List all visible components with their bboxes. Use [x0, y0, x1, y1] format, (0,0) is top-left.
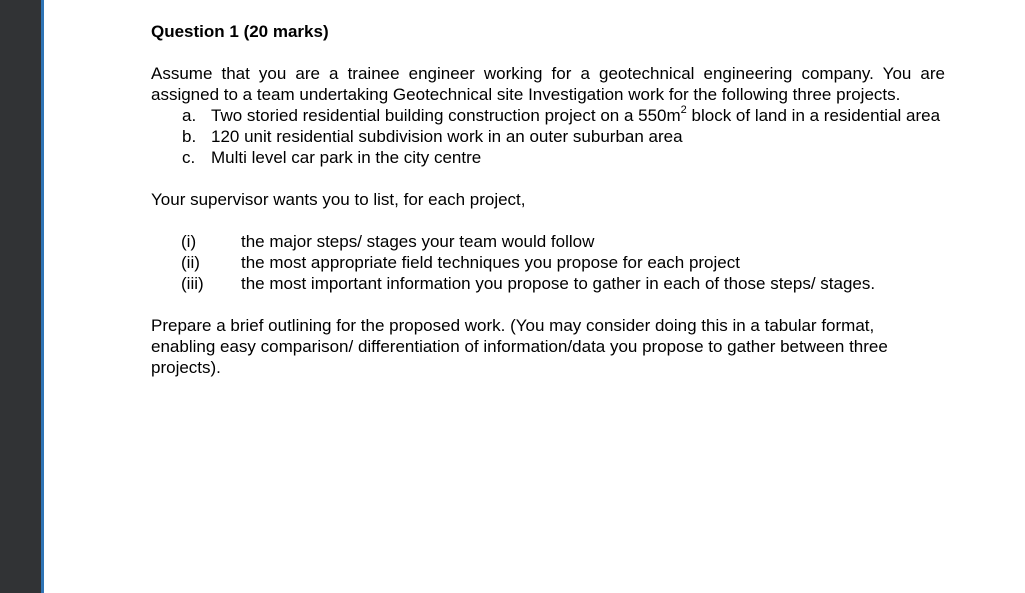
- task-text: the major steps/ stages your team would follow: [241, 232, 595, 251]
- list-marker: b.: [182, 127, 197, 146]
- list-marker: a.: [182, 106, 197, 125]
- list-item: [151, 273, 945, 294]
- superscript: 2: [680, 104, 687, 117]
- list-marker: c.: [182, 148, 196, 167]
- list-marker: (iii): [181, 274, 204, 293]
- project-text: Multi level car park in the city centre: [211, 148, 482, 167]
- project-text: 120 unit residential subdivision work in an outer suburban area: [211, 127, 683, 146]
- intro-paragraph: Assume that you are a trainee engineer working for a geotechnical engineering company. You are assigned to a team undertaking Geotechnical site Investigation work for the following three projects.: [151, 64, 945, 104]
- project-text: Two storied residential building construction project on a $550m^2$ block of land in a residential area: [211, 104, 941, 125]
- list-marker: (ii): [181, 253, 200, 272]
- left-sidebar: [0, 0, 41, 593]
- list-item: [151, 126, 945, 147]
- task-list: [151, 231, 945, 294]
- list-item: [151, 252, 945, 273]
- list-marker: (i): [181, 232, 197, 251]
- question-title: Question 1 (20 marks): [151, 22, 329, 41]
- list-item: [151, 147, 945, 168]
- question-document: [151, 21, 945, 378]
- task-text: the most important information you propose to gather in each of those steps/ stages.: [241, 274, 876, 293]
- project-list: [151, 105, 945, 168]
- request-paragraph: Your supervisor wants you to list, for each project,: [151, 190, 526, 209]
- task-text: the most appropriate field techniques you propose for each project: [241, 253, 740, 272]
- closing-paragraph: Prepare a brief outlining for the proposed work. (You may consider doing this in a tabular format, enabling easy comparison/ differentiation of information/data you propose to gather between three projects).: [151, 316, 888, 377]
- list-item: [151, 231, 945, 252]
- list-item: [151, 105, 945, 126]
- sidebar-accent-edge: [41, 0, 44, 593]
